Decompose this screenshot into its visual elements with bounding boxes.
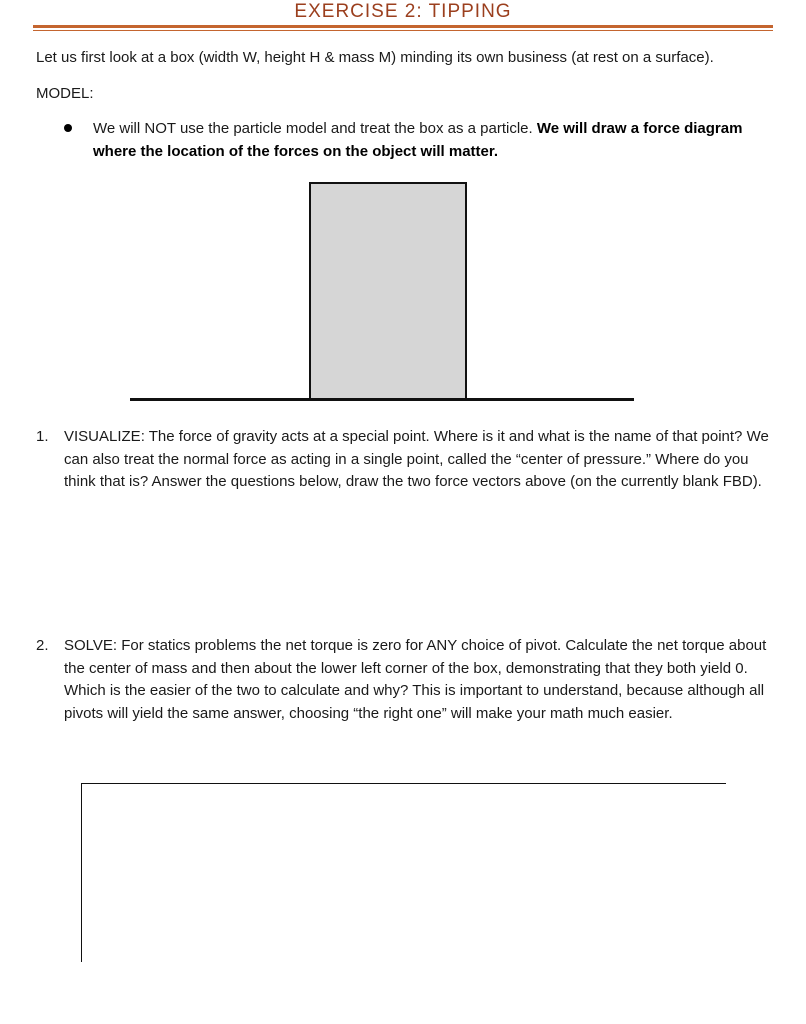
model-bullet-bold: We will draw a force diagram where the location of the forces on the object will matter. [93, 120, 743, 160]
model-heading: MODEL: [36, 85, 94, 102]
exercise-title: EXERCISE 2: TIPPING [294, 1, 512, 22]
model-bullet [93, 118, 783, 163]
question-2-text: SOLVE: For statics problems the net torque is zero for ANY choice of pivot. Calculate the net torque about the center of mass and then about the lower left corner of the box, demonstrating that they both yield 0. Which is the easier of the two to calculate and why? This is important to understand, because although all pivots will yield the same answer, choosing “the right one” will make your math much easier. [64, 637, 767, 722]
question-1-text: VISUALIZE: The force of gravity acts at a special point. Where is it and what is the name of that point? We can also treat the normal force as acting in a single point, called the “center of pressure.” Where do you think that is? Answer the questions below, draw the two force vectors above (on the currently blank FBD). [64, 428, 769, 490]
answer-box-top-border [81, 783, 726, 784]
model-bullet-normal: We will NOT use the particle model and treat the box as a particle. [93, 120, 537, 137]
answer-box-left-border [81, 783, 82, 962]
title-rule-thick [33, 25, 773, 28]
box-figure [309, 182, 467, 400]
ground-line [130, 398, 634, 401]
bullet-icon [64, 124, 72, 132]
intro-paragraph: Let us first look at a box (width W, height H & mass M) minding its own business (at rest on a surface). [36, 49, 714, 66]
question-1-number: 1. [36, 428, 49, 445]
question-2-number: 2. [36, 637, 49, 654]
title-rule-thin [33, 30, 773, 31]
